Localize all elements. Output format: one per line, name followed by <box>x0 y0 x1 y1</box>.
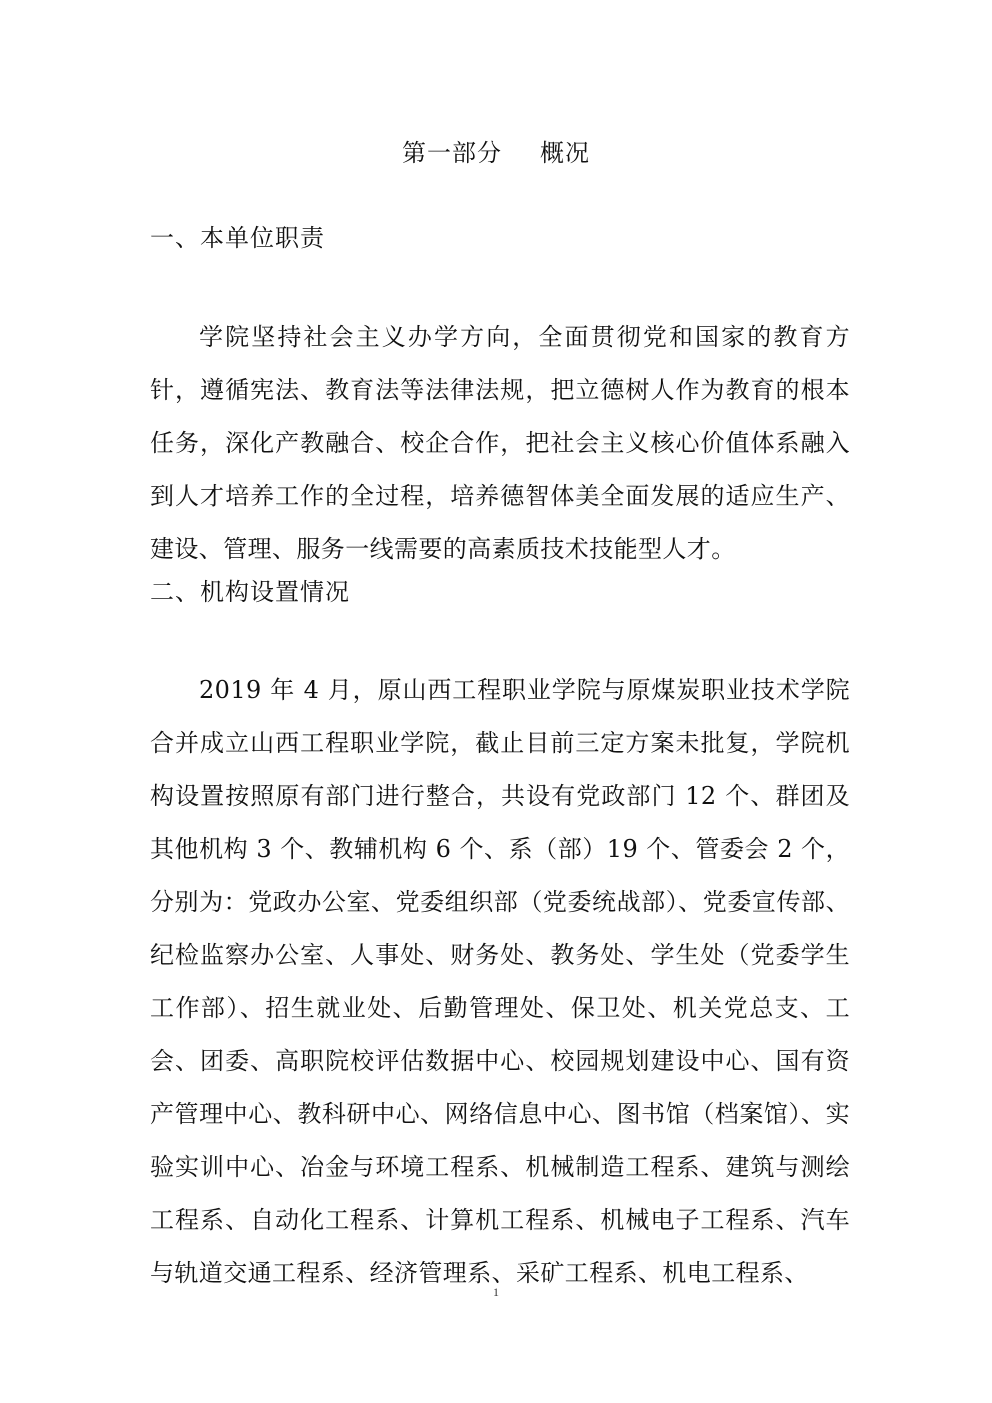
title-part: 第一部分 <box>402 139 502 167</box>
paragraph-organization: 2019 年 4 月，原山西工程职业学院与原煤炭职业技术学院合并成立山西工程职业学院，截止目前三定方案未批复，学院机构设置按照原有部门进行整合，共设有党政部门 12 个、群团及其他机构 3 个、教辅机构 6 个、系（部）19 个、管委会 2 个，分别为：党政办公室、党委组织部（党委统战部）、党委宣传部、纪检监察办公室、人事处、财务处、教务处、学生处（党委学生工作部）、招生就业处、后勤管理处、保卫处、机关党总支、工会、团委、高职院校评估数据中心、校园规划建设中心、国有资产管理中心、教科研中心、网络信息中心、图书馆（档案馆）、实验实训中心、冶金与环境工程系、机械制造工程系、建筑与测绘工程系、自动化工程系、计算机工程系、机械电子工程系、汽车与轨道交通工程系、经济管理系、采矿工程系、机电工程系、 <box>150 676 850 1287</box>
section-heading-responsibilities: 一、本单位职责 <box>150 224 325 252</box>
title-name: 概况 <box>540 139 590 167</box>
page-number: 1 <box>493 1285 499 1299</box>
page-title <box>0 135 992 171</box>
section-heading-organization: 二、机构设置情况 <box>150 578 350 606</box>
paragraph-responsibilities: 学院坚持社会主义办学方向，全面贯彻党和国家的教育方针，遵循宪法、教育法等法律法规，把立德树人作为教育的根本任务，深化产教融合、校企合作，把社会主义核心价值体系融入到人才培养工作的全过程，培养德智体美全面发展的适应生产、建设、管理、服务一线需要的高素质技术技能型人才。 <box>150 323 850 563</box>
